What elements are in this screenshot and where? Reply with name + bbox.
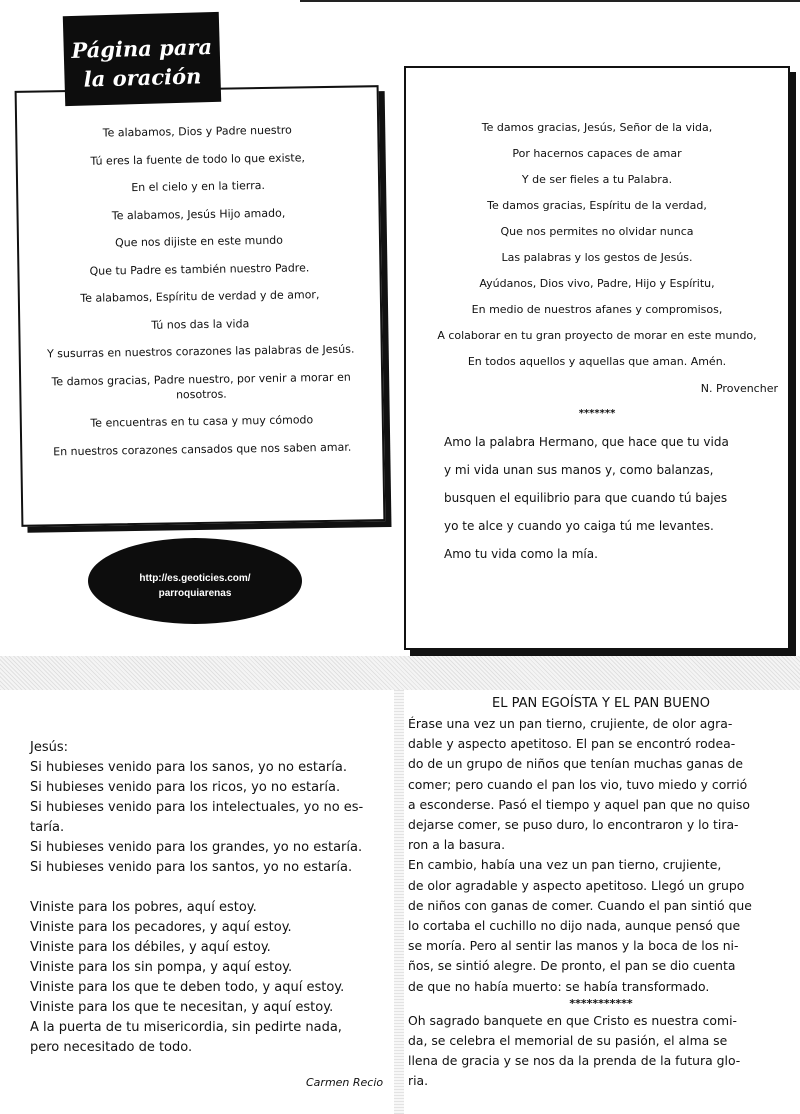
story-line: se moría. Pero al sentir las manos y la boca de los ni-: [408, 938, 739, 954]
story-line: Érase una vez un pan tierno, crujiente, de olor agra-: [408, 716, 733, 731]
poem-signature: Carmen Recio: [306, 1076, 384, 1089]
section-divider: [0, 656, 800, 690]
poem-line: Viniste para los pobres, aquí estoy.: [30, 900, 257, 915]
prayer-line: Te encuentras en tu casa y muy cómodo: [90, 413, 314, 430]
poem-line: Si hubieses venido para los santos, yo no estaría.: [30, 860, 353, 875]
poem-line: Amo la palabra Hermano, que hace que tu vida: [444, 435, 729, 449]
prayer-line: Por hacernos capaces de amar: [512, 147, 682, 160]
poem-line: Viniste para los débiles, y aquí estoy.: [30, 940, 271, 955]
story-line: dable y aspecto apetitoso. El pan se encontró rodea-: [408, 736, 736, 752]
website-url-line-1: http://es.geoticies.com/: [139, 573, 251, 584]
story-pan: [408, 694, 794, 1092]
prayer-line: En nuestros corazones cansados que nos saben amar.: [53, 440, 352, 458]
prayer-line: Te alabamos, Jesús Hijo amado,: [111, 206, 286, 222]
prayer-line: Te damos gracias, Espíritu de la verdad,: [487, 199, 707, 212]
poem-line: Jesús:: [30, 740, 68, 755]
story-stars: ***********: [569, 996, 633, 1010]
prayer-line: Te alabamos, Espíritu de verdad y de amor,: [80, 288, 320, 305]
story-line: lo cortaba el cuchillo no dijo nada, aunque pensó que: [408, 918, 741, 934]
prayer-line: Las palabras y los gestos de Jesús.: [501, 251, 693, 264]
story-line: Oh sagrado banquete en que Cristo es nuestra comi-: [408, 1012, 737, 1028]
prayer-line: Que nos dijiste en este mundo: [114, 233, 284, 250]
story-line: a esconderse. Pasó el tiempo y aquel pan que no quiso: [408, 796, 750, 812]
story-line: de niños con ganas de comer. Cuando el pan sintió que: [408, 897, 752, 913]
poem-line: Viniste para los que te deben todo, y aquí estoy.: [30, 980, 345, 995]
story-line: da, se celebra el memorial de su pasión, el alma se: [408, 1033, 728, 1049]
poem-line: A la puerta de tu misericordia, sin pedirte nada,: [30, 1020, 342, 1035]
prayer-line: A colaborar en tu gran proyecto de morar en este mundo,: [437, 329, 757, 342]
poem-line: busquen el equilibrio para que cuando tú bajes: [444, 491, 728, 505]
prayer-line: Tú nos das la vida: [151, 316, 250, 332]
prayer-line: Tú eres la fuente de todo lo que existe,: [90, 150, 306, 168]
poem-line: Viniste para los sin pompa, y aquí estoy.: [30, 960, 293, 975]
prayer-line: Te alabamos, Dios y Padre nuestro: [102, 123, 292, 140]
poem-line: Si hubieses venido para los intelectuales, yo no es-: [30, 800, 364, 815]
poem-line: Viniste para los que te necesitan, y aquí estoy.: [30, 1000, 334, 1015]
website-oval: [88, 538, 302, 624]
prayer-right-lines: [412, 120, 782, 380]
prayer-line: En todos aquellos y aquellas que aman. Amén.: [467, 355, 727, 368]
poem-hermano: [444, 434, 774, 574]
page-title-box: [63, 12, 221, 106]
prayer-line: Que nos permites no olvidar nunca: [500, 225, 694, 238]
poem-line: Si hubieses venido para los sanos, yo no estaría.: [30, 760, 347, 775]
poem-line: pero necesitado de todo.: [30, 1040, 193, 1055]
prayer-left-lines: [27, 121, 372, 471]
prayer-line: Que tu Padre es también nuestro Padre.: [89, 260, 310, 278]
poem-line: yo te alce y cuando yo caiga tú me levantes.: [444, 519, 714, 533]
story-line: de que no había muerto: se había transformado.: [408, 978, 710, 994]
story-line: llena de gracia y se nos da la prenda de la futura glo-: [408, 1053, 741, 1069]
story-line: do de un grupo de niños que tenían muchas ganas de: [408, 756, 744, 772]
prayer-author: N. Provencher: [700, 382, 778, 395]
top-rule: [300, 0, 800, 2]
page-title-line-2: la oración: [83, 63, 202, 92]
story-line: comer; pero cuando el pan los vio, tuvo miedo y corrió: [408, 776, 748, 792]
prayer-box-right: [404, 66, 790, 650]
prayer-line: Te damos gracias, Padre nuestro, por venir a morar en nosotros.: [51, 370, 351, 401]
prayer-line: En el cielo y en la tierra.: [131, 178, 266, 195]
website-url-line-2: parroquiarenas: [158, 588, 232, 599]
prayer-line: Ayúdanos, Dios vivo, Padre, Hijo y Espíritu,: [479, 277, 715, 290]
story-line: ños, se sintió alegre. De pronto, el pan se dio cuenta: [408, 958, 736, 974]
story-line: dejarse comer, se puso duro, lo encontraron y lo tira-: [408, 817, 739, 833]
prayer-box-left: [15, 85, 386, 527]
poem-line: y mi vida unan sus manos y, como balanzas,: [444, 463, 714, 477]
poem-line: Si hubieses venido para los grandes, yo no estaría.: [30, 840, 363, 855]
story-line: En cambio, había una vez un pan tierno, crujiente,: [408, 857, 722, 873]
poem-line: Amo tu vida como la mía.: [444, 547, 598, 561]
poem-line: Si hubieses venido para los ricos, yo no estaría.: [30, 780, 341, 795]
story-line: de olor agradable y aspecto apetitoso. Llegó un grupo: [408, 877, 745, 893]
separator-stars: *******: [578, 408, 616, 419]
prayer-line: Y de ser fieles a tu Palabra.: [521, 173, 673, 186]
column-divider: [394, 690, 404, 1114]
story-heading: EL PAN EGOÍSTA Y EL PAN BUENO: [492, 696, 710, 711]
poem-line: Viniste para los pecadores, y aquí estoy.: [30, 920, 292, 935]
poem-line: taría.: [30, 820, 65, 835]
story-line: ron a la basura.: [408, 837, 506, 853]
prayer-line: Te damos gracias, Jesús, Señor de la vida,: [481, 121, 713, 134]
page-title-line-1: Página para: [71, 34, 213, 63]
prayer-line: Y susurras en nuestros corazones las palabras de Jesús.: [46, 342, 355, 361]
poem-jesus: [30, 738, 390, 1089]
prayer-line: En medio de nuestros afanes y compromisos,: [471, 303, 723, 316]
story-line: ria.: [408, 1073, 429, 1089]
